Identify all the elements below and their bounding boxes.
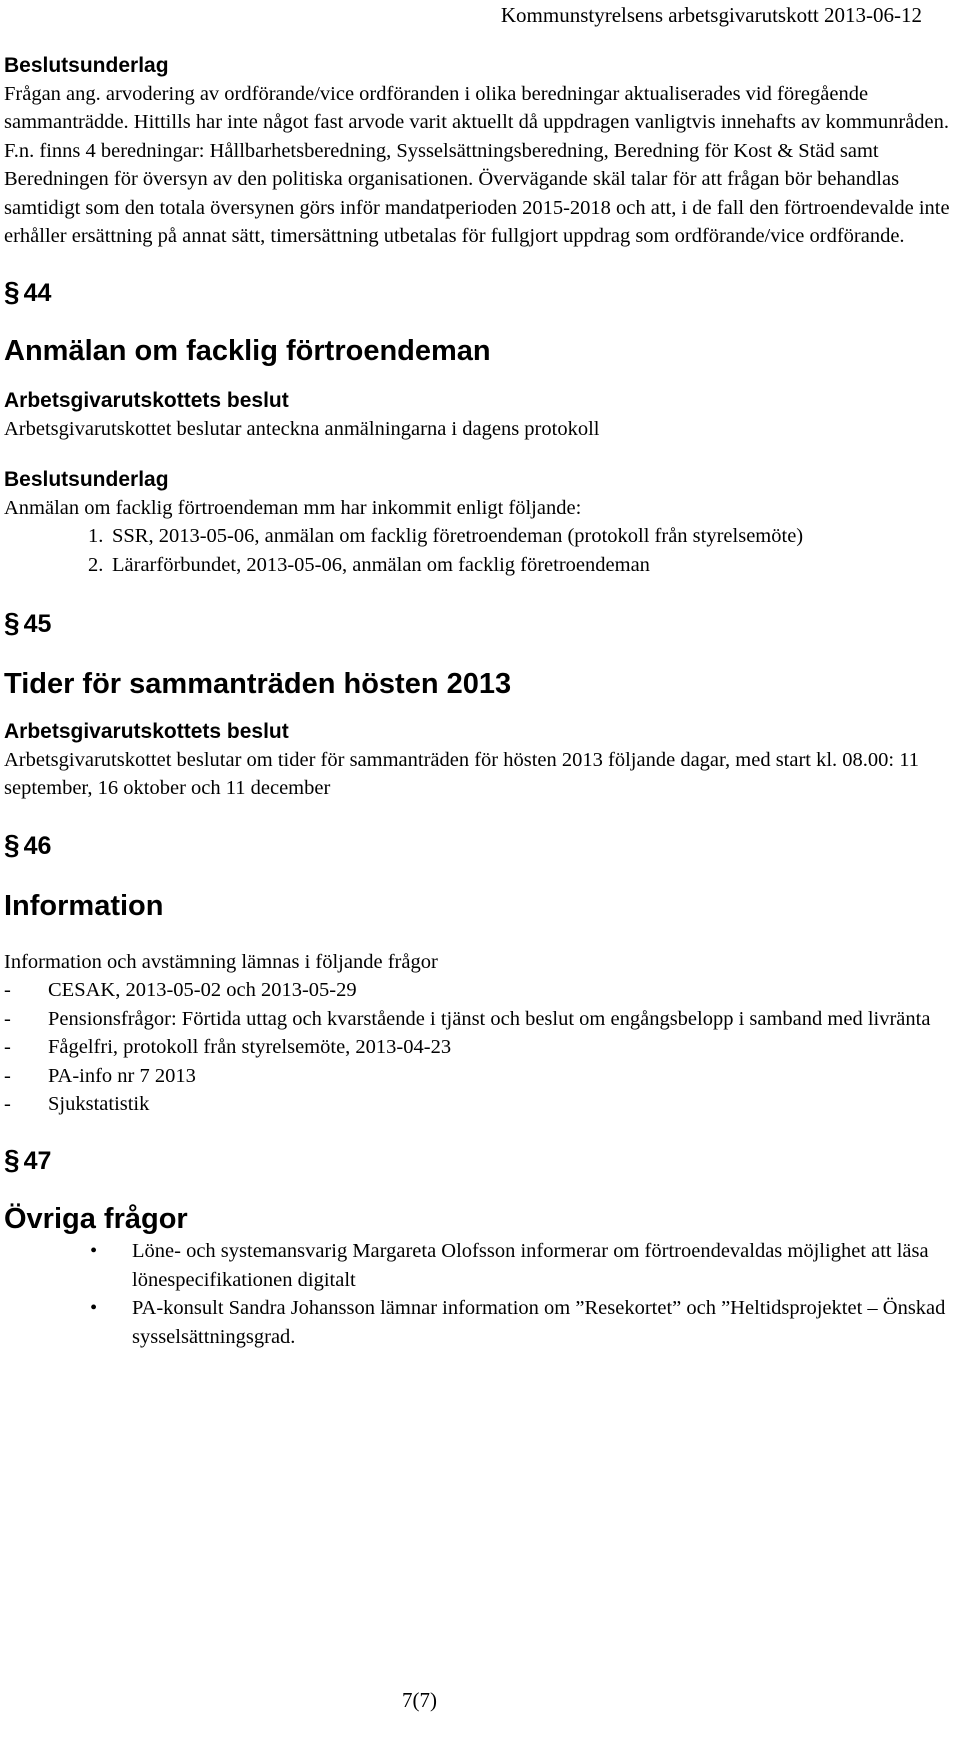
section-46-text: Information och avstämning lämnas i följande frågor [4, 950, 438, 973]
section-45-decision-label: Arbetsgivarutskottets beslut [4, 720, 289, 744]
section-44-decision-label: Arbetsgivarutskottets beslut [4, 389, 289, 413]
document-body [4, 52, 954, 1351]
section-number: 46 [23, 831, 52, 860]
bullet-icon: • [90, 1297, 98, 1320]
list-item: 1. SSR, 2013-05-06, anmälan om facklig företroendeman (protokoll från styrelsemöte) [88, 525, 804, 548]
list-item: - Sjukstatistik [4, 1092, 150, 1115]
section-44-title: Anmälan om facklig förtroendeman [4, 335, 491, 368]
section-44-basis-text: Anmälan om facklig förtroendeman mm har inkommit enligt följande: [4, 496, 582, 519]
section-47-list [4, 1237, 954, 1351]
section-symbol: § [4, 828, 20, 860]
section-symbol: § [4, 607, 20, 639]
section-number: 45 [23, 610, 52, 639]
section-46-title: Information [4, 889, 164, 922]
section-46-heading [4, 829, 954, 862]
bullet-icon: • [90, 1240, 98, 1263]
list-item: - Fågelfri, protokoll från styrelsemöte, 2013-04-23 [4, 1036, 452, 1059]
section-44-heading [4, 276, 954, 309]
section-44-basis-label: Beslutsunderlag [4, 467, 169, 491]
section-45-decision-text: Arbetsgivarutskottet beslutar om tider för sammanträden för hösten 2013 följande dagar, med start kl. 08.00: 11 september, 16 oktober och 11 december [4, 749, 919, 800]
section-44-list [4, 522, 954, 579]
page-header: Kommunstyrelsens arbetsgivarutskott 2013-06-12 [500, 3, 922, 27]
section-46-list [4, 976, 954, 1118]
section-symbol: § [4, 1144, 20, 1176]
intro-label: Beslutsunderlag [4, 54, 169, 77]
list-item: 2. Lärarförbundet, 2013-05-06, anmälan om facklig företroendeman [88, 553, 650, 576]
intro-text: Frågan ang. arvodering av ordförande/vice ordföranden i olika beredningar aktualiserades vid föregående sammanträdde. Hittills har inte något fast arvode varit aktuellt då uppdragen vanligtvis innehafts av kommunråden. F.n. finns 4 beredningar: Hållbarhetsberedning, Sysselsättningsberedning, Beredning för Kost & Städ samt Beredningen för översyn av den politiska organisationen. Övervägande skäl talar för att frågan bör behandlas samtidigt som den totala översynen görs inför mandatperioden 2015-2018 och att, i de fall den förtroendevalde inte erhåller ersättning på annat sätt, timersättning utbetalas för fullgjort uppdrag som ordförande/vice ordförande. [4, 83, 950, 248]
list-item: • Löne- och systemansvarig Margareta Olofsson informerar om förtroendevaldas möjlighet att läsa lönespecifikationen digitalt [4, 1237, 952, 1294]
section-number: 47 [23, 1147, 52, 1176]
section-number: 44 [23, 279, 52, 308]
page-number: 7(7) [402, 1688, 437, 1712]
section-45-heading [4, 607, 954, 640]
section-47-title: Övriga frågor [4, 1203, 188, 1236]
list-item: - PA-info nr 7 2013 [4, 1064, 196, 1087]
section-symbol: § [4, 276, 20, 308]
section-44-decision-text: Arbetsgivarutskottet beslutar anteckna anmälningarna i dagens protokoll [4, 418, 600, 441]
list-item: • PA-konsult Sandra Johansson lämnar information om ”Resekortet” och ”Heltidsprojektet – Önskad sysselsättningsgrad. [4, 1294, 952, 1351]
section-47-heading [4, 1144, 954, 1177]
list-item: - Pensionsfrågor: Förtida uttag och kvarstående i tjänst och beslut om engångsbelopp i samband med livränta [4, 1007, 931, 1030]
list-item: - CESAK, 2013-05-02 och 2013-05-29 [4, 979, 357, 1002]
section-45-title: Tider för sammanträden hösten 2013 [4, 668, 512, 701]
